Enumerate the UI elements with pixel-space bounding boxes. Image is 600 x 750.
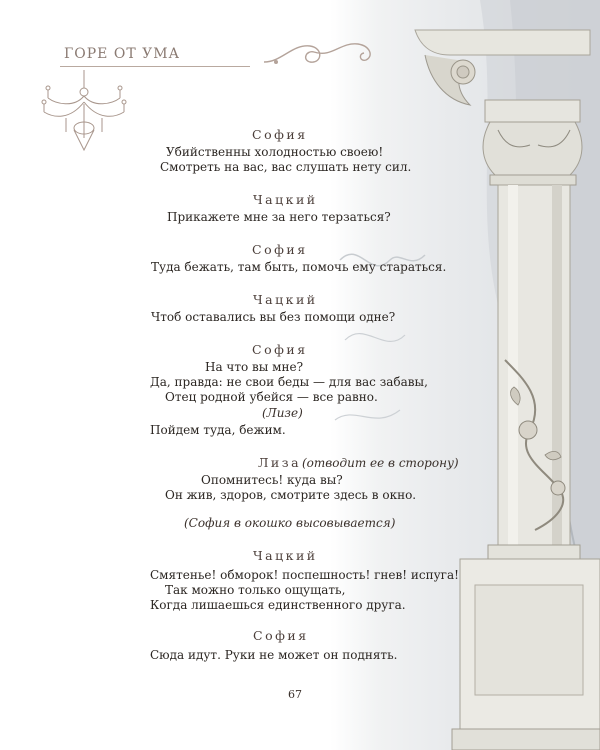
text-line: Пойдем туда, бежим. — [150, 423, 286, 437]
text-line: Чтоб оставались вы без помощи одне? — [151, 310, 396, 324]
text-line: Убийственны холодностью своею! — [166, 145, 384, 159]
speaker-name: София — [252, 242, 308, 257]
stage-direction: (София в окошко высовывается) — [184, 516, 396, 530]
text-line: Сюда идут. Руки не может он поднять. — [150, 648, 398, 662]
stage-direction: (Лизе) — [262, 406, 303, 420]
running-header-title: ГОРЕ ОТ УМА — [64, 46, 181, 62]
speaker-name: Лиза — [258, 455, 302, 470]
text-line: На что вы мне? — [205, 360, 304, 374]
speaker-name: Чацкий — [253, 548, 318, 563]
text-line: Когда лишаешься единственного друга. — [150, 598, 406, 612]
text-line: Опомнитесь! куда вы? — [201, 473, 343, 487]
chandelier-ornament-icon — [34, 68, 134, 158]
text-line: Смотреть на вас, вас слушать нету сил. — [160, 160, 412, 174]
text-line: Отец родной убейся — все равно. — [165, 390, 378, 404]
speaker-name: София — [252, 127, 308, 142]
speaker-name: София — [252, 342, 308, 357]
text-line: Туда бежать, там быть, помочь ему стараться. — [151, 260, 447, 274]
text-line: Да, правда: не свои беды — для вас забавы, — [150, 375, 428, 389]
text-line: Прикажете мне за него терзаться? — [167, 210, 391, 224]
speaker-name: Чацкий — [253, 292, 318, 307]
stage-direction: (отводит ее в сторону) — [302, 456, 459, 470]
page-number: 67 — [288, 688, 302, 701]
text-line: Он жив, здоров, смотрите здесь в окно. — [165, 488, 417, 502]
text-line: Смятенье! обморок! поспешность! гнев! испуга! — [150, 568, 459, 582]
speaker-name: Чацкий — [253, 192, 318, 207]
header-divider — [60, 66, 250, 67]
text-line: Так можно только ощущать, — [165, 583, 346, 597]
speaker-name: София — [253, 628, 309, 643]
swirl-ornament-icon — [262, 34, 382, 74]
